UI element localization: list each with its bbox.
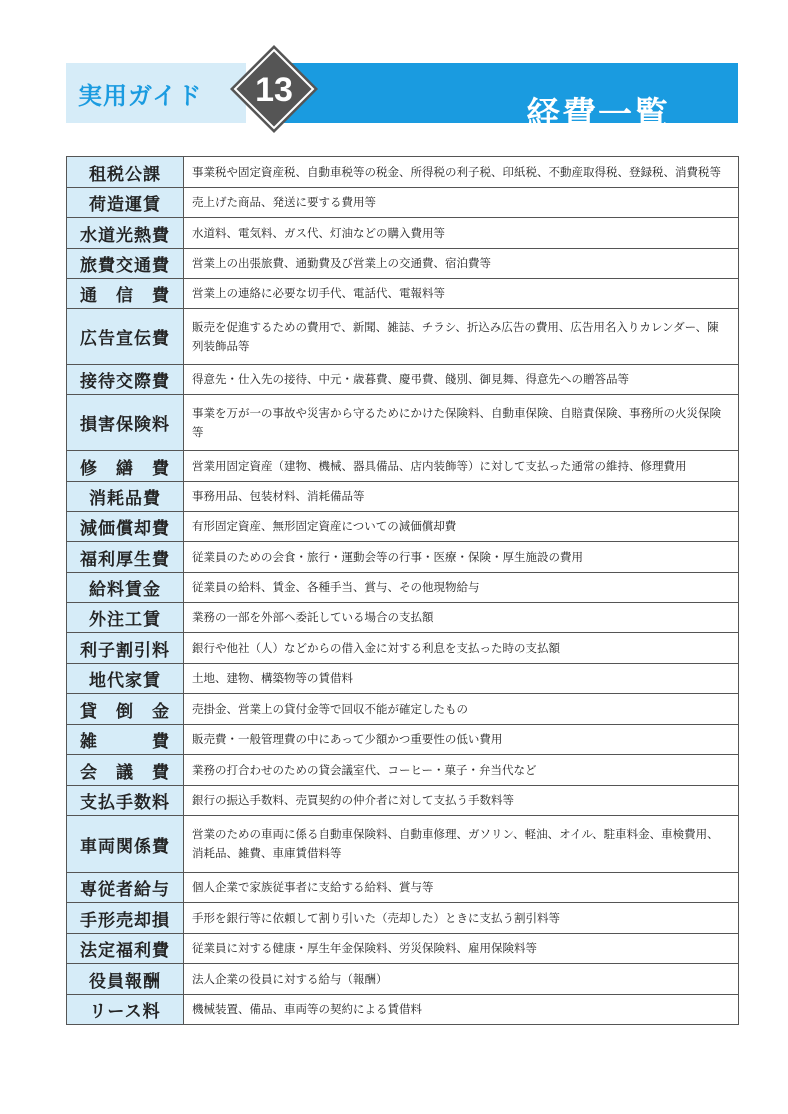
expense-term: 利子割引料 <box>67 633 184 663</box>
expense-description: 法人企業の役員に対する給与（報酬） <box>184 964 739 994</box>
expense-table <box>66 156 739 1025</box>
expense-description: 販売費・一般管理費の中にあって少額かつ重要性の低い費用 <box>184 725 739 754</box>
expense-description: 有形固定資産、無形固定資産についての減価償却費 <box>184 512 739 541</box>
table-row <box>67 725 739 755</box>
table-row <box>67 482 739 512</box>
expense-term: 通 信 費 <box>67 279 184 308</box>
table-row <box>67 995 739 1025</box>
expense-description: 事業税や固定資産税、自動車税等の税金、所得税の利子税、印紙税、不動産取得税、登録税、消費税等 <box>184 157 739 187</box>
expense-description: 得意先・仕入先の接待、中元・歳暮費、慶弔費、餞別、御見舞、得意先への贈答品等 <box>184 365 739 394</box>
expense-term: 法定福利費 <box>67 934 184 963</box>
table-row <box>67 573 739 603</box>
expense-term: 給料賃金 <box>67 573 184 602</box>
expense-description: 個人企業で家族従事者に支給する給料、賞与等 <box>184 873 739 902</box>
expense-term: リース料 <box>67 995 184 1024</box>
header-bar <box>66 63 738 135</box>
table-row <box>67 279 739 309</box>
expense-description: 従業員のための会食・旅行・運動会等の行事・医療・保険・厚生施設の費用 <box>184 542 739 572</box>
expense-description: 水道料、電気料、ガス代、灯油などの購入費用等 <box>184 218 739 248</box>
expense-term: 手形売却損 <box>67 903 184 933</box>
expense-description: 銀行の振込手数料、売買契約の仲介者に対して支払う手数料等 <box>184 786 739 815</box>
expense-description: 機械装置、備品、車両等の契約による賃借料 <box>184 995 739 1024</box>
expense-description: 売上げた商品、発送に要する費用等 <box>184 188 739 217</box>
table-row <box>67 451 739 482</box>
table-row <box>67 395 739 451</box>
table-row <box>67 664 739 694</box>
expense-description: 販売を促進するための費用で、新聞、雑誌、チラシ、折込み広告の費用、広告用名入りカレンダー、陳列装飾品等 <box>184 309 739 364</box>
guide-number: 13 <box>255 71 293 109</box>
expense-term: 旅費交通費 <box>67 249 184 278</box>
table-row <box>67 218 739 249</box>
table-row <box>67 786 739 816</box>
expense-term: 役員報酬 <box>67 964 184 994</box>
table-row <box>67 694 739 725</box>
expense-term: 支払手数料 <box>67 786 184 815</box>
table-row <box>67 309 739 365</box>
table-row <box>67 365 739 395</box>
expense-term: 雑 費 <box>67 725 184 754</box>
expense-description: 売掛金、営業上の貸付金等で回収不能が確定したもの <box>184 694 739 724</box>
expense-description: 業務の一部を外部へ委託している場合の支払額 <box>184 603 739 632</box>
table-row <box>67 249 739 279</box>
expense-term: 荷造運賃 <box>67 188 184 217</box>
expense-term: 接待交際費 <box>67 365 184 394</box>
page-title: 経費一覧 <box>526 95 670 135</box>
expense-description: 業務の打合わせのための貸会議室代、コーヒー・菓子・弁当代など <box>184 755 739 785</box>
expense-description: 営業のための車両に係る自動車保険料、自動車修理、ガソリン、軽油、オイル、駐車料金、車検費用、消耗品、雑費、車庫賃借料等 <box>184 816 739 872</box>
expense-term: 地代家賃 <box>67 664 184 693</box>
table-row <box>67 873 739 903</box>
expense-term: 専従者給与 <box>67 873 184 902</box>
expense-term: 消耗品費 <box>67 482 184 511</box>
expense-term: 車両関係費 <box>67 816 184 872</box>
table-row <box>67 188 739 218</box>
page-header <box>66 47 738 135</box>
expense-description: 銀行や他社（人）などからの借入金に対する利息を支払った時の支払額 <box>184 633 739 663</box>
table-row <box>67 934 739 964</box>
number-diamond-icon <box>230 45 318 133</box>
expense-description: 事業を万が一の事故や災害から守るためにかけた保険料、自動車保険、自賠責保険、事務所の火災保険等 <box>184 395 739 450</box>
expense-term: 福利厚生費 <box>67 542 184 572</box>
expense-term: 修 繕 費 <box>67 451 184 481</box>
guide-label: 実用ガイド <box>78 82 203 110</box>
expense-description: 営業上の連絡に必要な切手代、電話代、電報料等 <box>184 279 739 308</box>
table-row <box>67 755 739 786</box>
expense-term: 水道光熱費 <box>67 218 184 248</box>
table-row <box>67 964 739 995</box>
expense-description: 事務用品、包装材料、消耗備品等 <box>184 482 739 511</box>
expense-description: 営業用固定資産（建物、機械、器具備品、店内装飾等）に対して支払った通常の維持、修理費用 <box>184 451 739 481</box>
expense-term: 租税公課 <box>67 157 184 187</box>
expense-term: 貸 倒 金 <box>67 694 184 724</box>
header-left-band <box>66 63 246 123</box>
table-row <box>67 903 739 934</box>
expense-description: 営業上の出張旅費、通勤費及び営業上の交通費、宿泊費等 <box>184 249 739 278</box>
table-row <box>67 157 739 188</box>
table-row <box>67 633 739 664</box>
expense-term: 会 議 費 <box>67 755 184 785</box>
expense-description: 従業員の給料、賃金、各種手当、賞与、その他現物給与 <box>184 573 739 602</box>
expense-description: 従業員に対する健康・厚生年金保険料、労災保険料、雇用保険料等 <box>184 934 739 963</box>
expense-term: 外注工賃 <box>67 603 184 632</box>
header-right-band <box>271 63 738 135</box>
expense-description: 土地、建物、構築物等の賃借料 <box>184 664 739 693</box>
expense-term: 広告宣伝費 <box>67 309 184 364</box>
expense-term: 損害保険料 <box>67 395 184 450</box>
table-row <box>67 542 739 573</box>
expense-description: 手形を銀行等に依頼して割り引いた（売却した）ときに支払う割引料等 <box>184 903 739 933</box>
table-row <box>67 816 739 873</box>
table-row <box>67 512 739 542</box>
expense-term: 減価償却費 <box>67 512 184 541</box>
table-row <box>67 603 739 633</box>
